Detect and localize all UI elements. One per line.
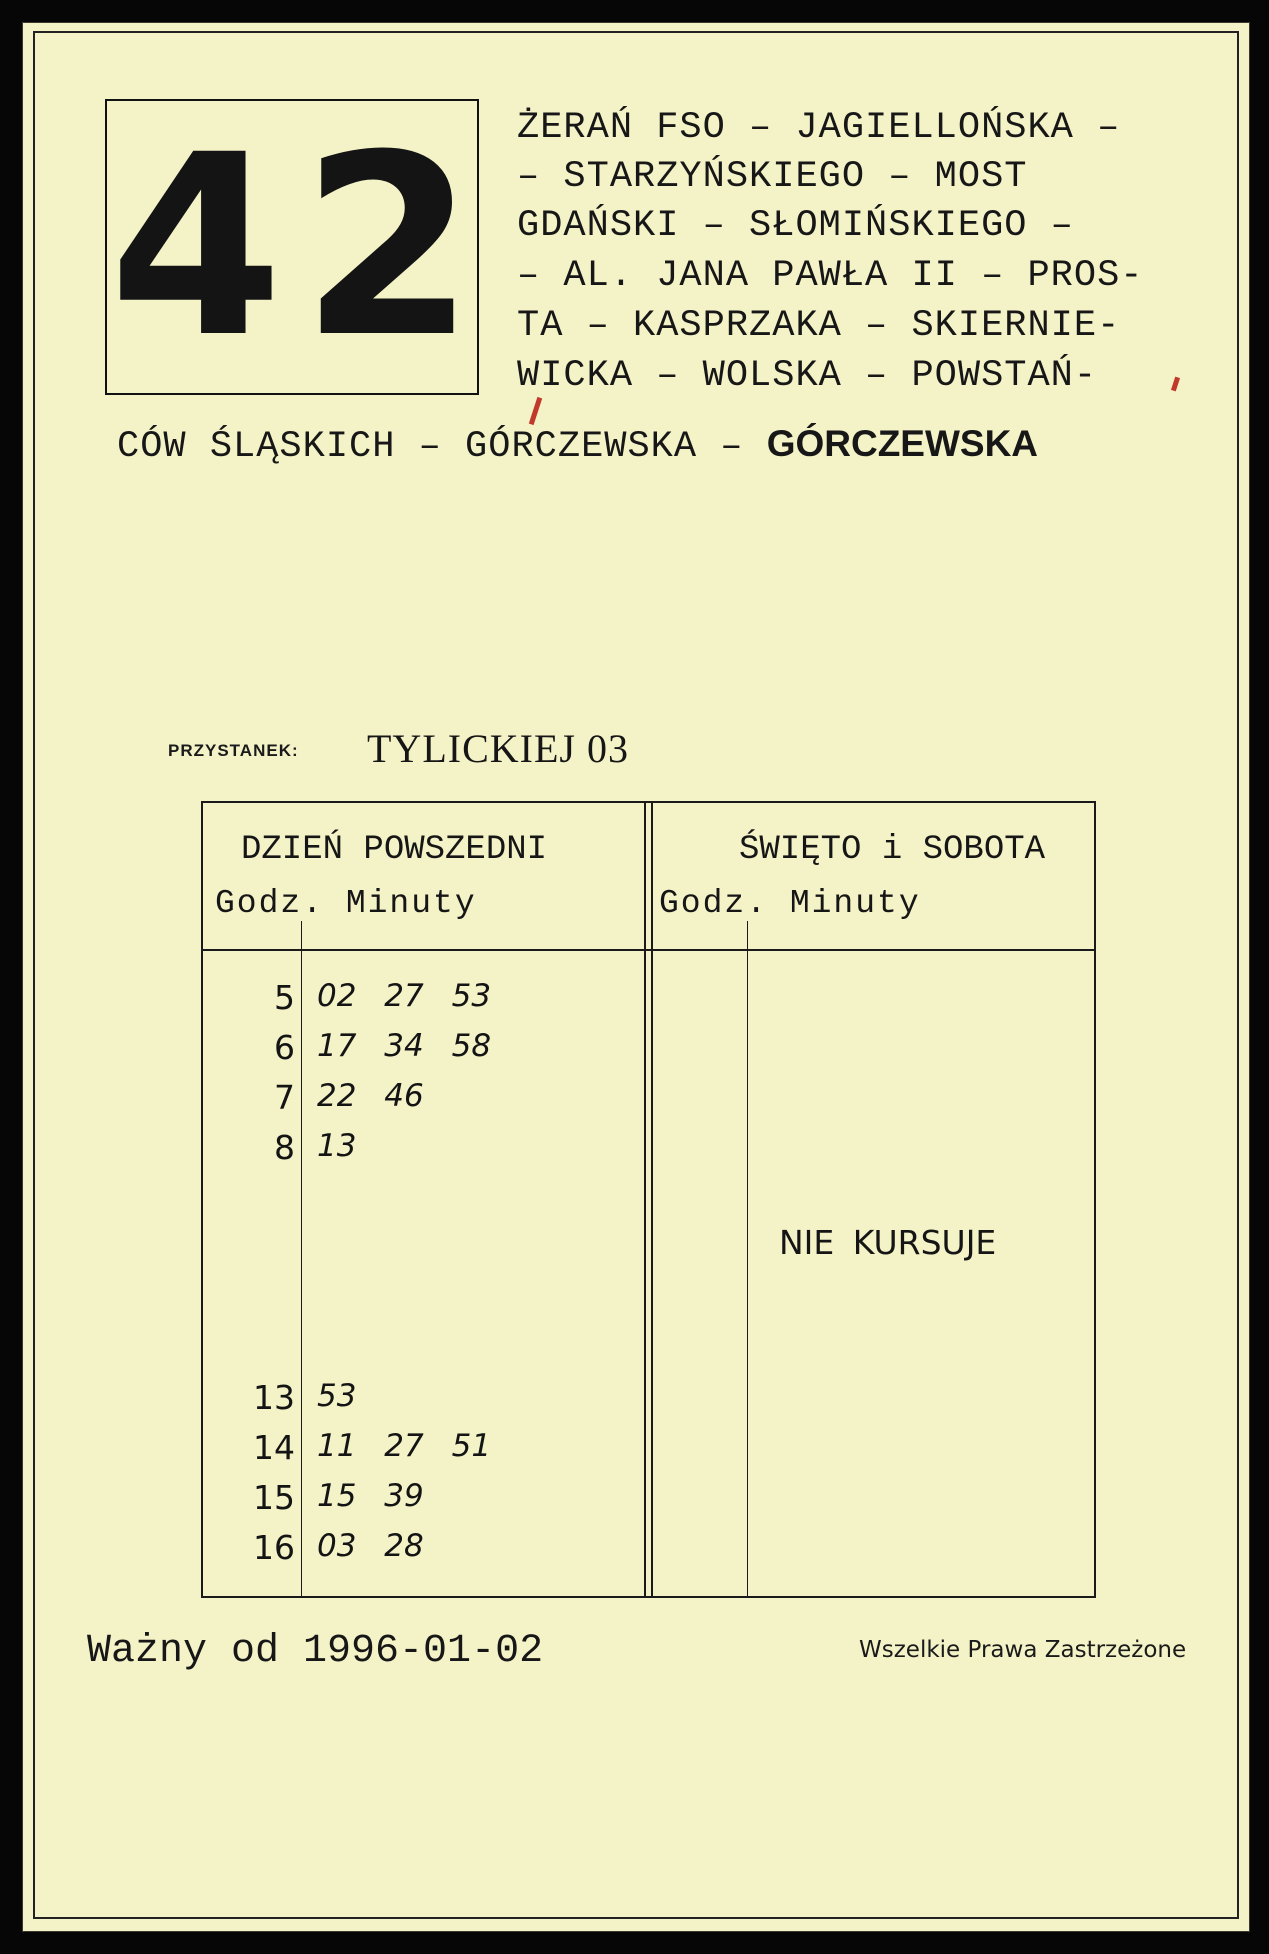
hour-cell: 5 bbox=[274, 978, 295, 1017]
minutes-cell: 17 34 58 bbox=[317, 1028, 492, 1064]
header-divider bbox=[203, 949, 1094, 951]
minutes-cell: 53 bbox=[317, 1378, 357, 1414]
hour-cell: 6 bbox=[274, 1028, 295, 1067]
stop-label: PRZYSTANEK: bbox=[168, 741, 299, 760]
route-terminus: GÓRCZEWSKA bbox=[766, 423, 1039, 464]
minutes-cell: 22 46 bbox=[317, 1078, 424, 1114]
holiday-subheader: Godz. Minuty bbox=[659, 885, 921, 922]
hour-cell: 14 bbox=[253, 1428, 295, 1467]
route-line-1: ŻERAŃ FSO – JAGIELLOŃSKA – bbox=[517, 107, 1121, 149]
timetable-sheet bbox=[22, 22, 1250, 1932]
column-divider-left bbox=[644, 803, 646, 1596]
hour-cell: 7 bbox=[274, 1078, 295, 1117]
route-line-7-prefix: CÓW ŚLĄSKICH – GÓRCZEWSKA – bbox=[117, 426, 767, 468]
stop-name: TYLICKIEJ 03 bbox=[367, 726, 629, 771]
weekday-hour-divider bbox=[301, 921, 302, 1596]
holiday-hour-divider bbox=[747, 921, 748, 1596]
route-line-5: TA – KASPRZAKA – SKIERNIE- bbox=[517, 305, 1121, 347]
minutes-cell: 11 27 51 bbox=[317, 1428, 492, 1464]
valid-from: Ważny od 1996-01-02 bbox=[87, 1629, 544, 1674]
no-service-note: NIE KURSUJE bbox=[779, 1223, 997, 1262]
route-line-3: GDAŃSKI – SŁOMIŃSKIEGO – bbox=[517, 205, 1074, 247]
route-line-2: – STARZYŃSKIEGO – MOST bbox=[517, 156, 1028, 198]
weekday-subheader: Godz. Minuty bbox=[215, 885, 477, 922]
hour-cell: 13 bbox=[253, 1378, 295, 1417]
minutes-cell: 13 bbox=[317, 1128, 357, 1164]
weekday-header: DZIEŃ POWSZEDNI bbox=[241, 831, 548, 869]
holiday-header: ŚWIĘTO i SOBOTA bbox=[739, 831, 1046, 869]
hour-cell: 15 bbox=[253, 1478, 295, 1517]
minutes-cell: 15 39 bbox=[317, 1478, 424, 1514]
route-line-6: WICKA – WOLSKA – POWSTAŃ- bbox=[517, 355, 1098, 397]
route-line-4: – AL. JANA PAWŁA II – PROS- bbox=[517, 255, 1144, 297]
hour-cell: 16 bbox=[253, 1528, 295, 1567]
copyright-notice: Wszelkie Prawa Zastrzeżone bbox=[859, 1637, 1187, 1663]
line-number: 42 bbox=[109, 101, 493, 392]
minutes-cell: 02 27 53 bbox=[317, 978, 492, 1014]
timetable-grid bbox=[201, 801, 1096, 1598]
hour-cell: 8 bbox=[274, 1128, 295, 1167]
line-number-box bbox=[105, 99, 493, 395]
column-divider-right bbox=[651, 803, 653, 1596]
route-line-7 bbox=[117, 423, 1038, 468]
minutes-cell: 03 28 bbox=[317, 1528, 424, 1564]
